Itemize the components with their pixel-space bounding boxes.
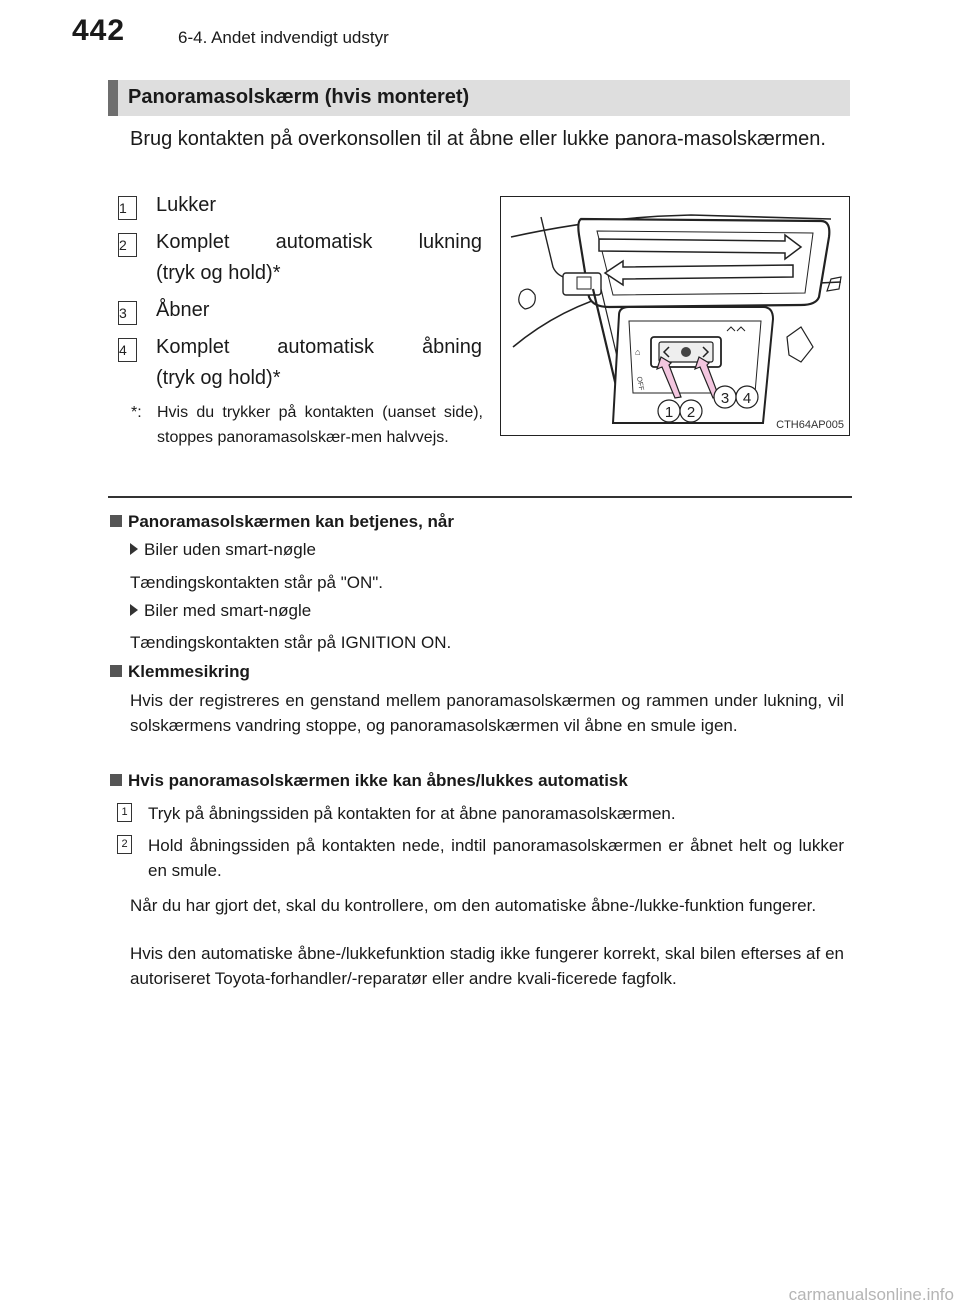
legend-label: Komplet automatisk lukning	[156, 231, 482, 253]
step-item	[121, 833, 844, 883]
section-heading-text: Panoramasolskærm (hvis monteret)	[128, 86, 470, 108]
legend-list	[110, 190, 482, 400]
sunshade-drawing	[501, 197, 848, 434]
bullet-item	[130, 601, 311, 621]
svg-text:⌂: ⌂	[635, 347, 641, 357]
callout-1	[658, 400, 680, 422]
step-text: Tryk på åbningssiden på kontakten for at åbne panoramasolskærmen.	[148, 804, 676, 823]
subheading-manual	[110, 771, 628, 791]
callout-4	[736, 386, 758, 408]
subheading-text: Hvis panoramasolskærmen ikke kan åbnes/lukkes automatisk	[128, 771, 628, 790]
intro-paragraph: Brug kontakten på overkonsollen til at åbne eller lukke panora-masolskærmen.	[130, 128, 826, 150]
legend-number: 3	[118, 301, 137, 325]
paragraph: Hvis den automatiske åbne-/lukkefunktion stadig ikke fungerer korrekt, skal bilen efterses af en autoriseret Toyota-forhandler/-reparatør eller andre kvali-ficerede fagfolk.	[130, 944, 844, 988]
callout-2	[680, 400, 702, 422]
chapter-title: 6-4. Andet indvendigt udstyr	[178, 28, 389, 47]
legend-item	[110, 190, 482, 221]
page-number: 442	[72, 14, 126, 47]
paragraph: Tændingskontakten står på "ON".	[130, 573, 384, 592]
step-number: 1	[117, 803, 132, 822]
footnote-text: Hvis du trykker på kontakten (uanset side), stoppes panoramasolskær-men halvvejs.	[157, 404, 483, 446]
legend-number: 4	[118, 338, 137, 362]
legend-label: Åbner	[156, 299, 210, 321]
figure-code: CTH64AP005	[776, 419, 844, 431]
step-item	[121, 801, 844, 826]
legend-item	[110, 295, 482, 326]
paragraph: Når du har gjort det, skal du kontrollere, om den automatiske åbne-/lukke-funktion fungerer.	[130, 896, 817, 915]
bullet-text: Biler med smart-nøgle	[144, 601, 312, 620]
legend-label: Komplet automatisk åbning	[156, 336, 482, 358]
section-heading	[108, 80, 850, 116]
section-divider	[108, 496, 852, 498]
legend-number: 1	[118, 196, 137, 220]
step-text: Hold åbningssiden på kontakten nede, indtil panoramasolskærmen er åbnet helt og lukker en smule.	[148, 836, 844, 880]
svg-text:3: 3	[720, 390, 730, 407]
subheading-text: Panoramasolskærmen kan betjenes, når	[128, 512, 454, 531]
paragraph: Hvis der registreres en genstand mellem panoramasolskærmen og rammen under lukning, vil solskærmens vandring stoppe, og panoramasolskærmen vil åbne en smule igen.	[130, 691, 844, 735]
subheading-operation	[110, 512, 454, 532]
legend-item	[110, 332, 482, 394]
sunshade-illustration	[500, 196, 850, 436]
paragraph: Tændingskontakten står på IGNITION ON.	[130, 633, 452, 652]
legend-number: 2	[118, 233, 137, 257]
square-bullet-icon	[110, 665, 122, 677]
footnote	[131, 400, 483, 450]
legend-item	[110, 227, 482, 289]
footnote-mark: *:	[131, 404, 142, 421]
svg-text:1: 1	[664, 404, 674, 421]
step-number: 2	[117, 835, 132, 854]
callout-3	[714, 386, 736, 408]
triangle-bullet-icon	[130, 543, 138, 555]
legend-label-line2: (tryk og hold)*	[156, 367, 281, 389]
legend-label-line2: (tryk og hold)*	[156, 262, 281, 284]
triangle-bullet-icon	[130, 604, 138, 616]
subheading-text: Klemmesikring	[128, 662, 250, 681]
watermark: carmanualsonline.info	[788, 1285, 954, 1304]
legend-label: Lukker	[156, 194, 217, 216]
square-bullet-icon	[110, 774, 122, 786]
switch-off-label: OFF	[635, 376, 645, 392]
svg-text:2: 2	[686, 404, 696, 421]
subheading-jam-protection	[110, 662, 250, 682]
bullet-text: Biler uden smart-nøgle	[144, 540, 316, 559]
square-bullet-icon	[110, 515, 122, 527]
svg-text:4: 4	[742, 390, 752, 407]
bullet-item	[130, 540, 316, 560]
